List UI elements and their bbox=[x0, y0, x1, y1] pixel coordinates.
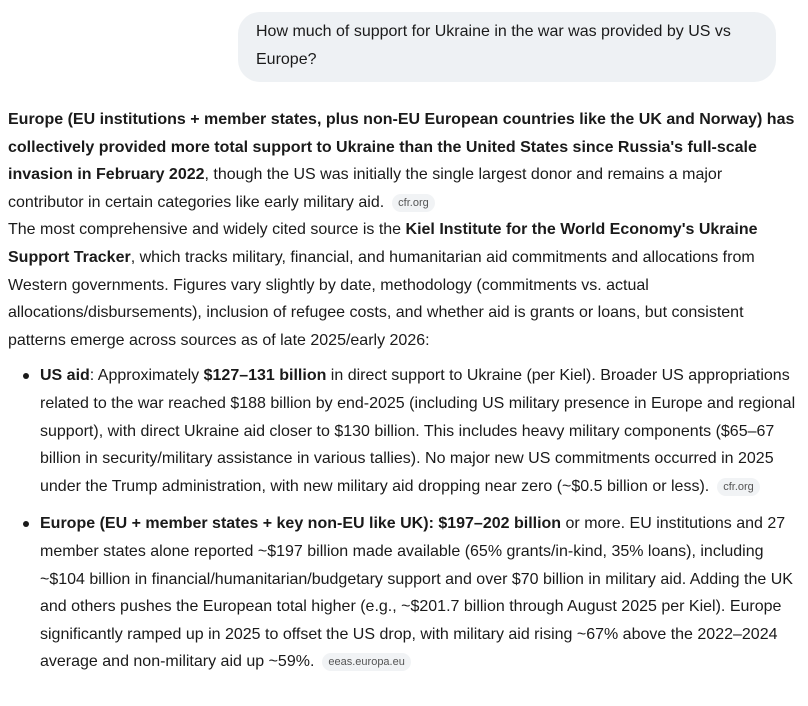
bullet-us-sep: : Approximately bbox=[89, 367, 204, 385]
user-message-bubble bbox=[238, 12, 776, 82]
bullet-europe-label: Europe (EU + member states + key non-EU like UK): $197–202 billion bbox=[40, 515, 562, 533]
source-chip-cfr[interactable]: cfr.org bbox=[392, 194, 435, 212]
answer-p2-text: , which tracks military, financial, and humanitarian aid commitments and allocations from Western governments. Figures vary slightly by date, methodology (commitments vs. actual allocations/disbursements), inclusion of refugee costs, and whether aid is grants or loans, but consistent patterns emerge across sources as of late 2025/early 2026: bbox=[8, 248, 755, 349]
bullet-us-text: in direct support to Ukraine (per Kiel). Broader US appropriations related to the war reached $188 billion by end-2025 (including US military presence in Europe and regional support), with direct Ukraine aid closer to $130 billion. This includes heavy military components ($65–67 billion in security/military assistance in various tallies). No major new US commitments occurred in 2025 under the Trump administration, with new military aid dropping near zero (~$0.5 billion or less). bbox=[40, 367, 796, 495]
answer-paragraph-2 bbox=[8, 216, 798, 354]
answer-bullet-list bbox=[8, 362, 798, 676]
bullet-europe-aid bbox=[8, 510, 798, 676]
bullet-dot bbox=[23, 373, 29, 379]
answer-p2-bold: Kiel Institute for the World Economy's Ukraine Support Tracker bbox=[8, 221, 758, 266]
answer-paragraph-1 bbox=[8, 106, 798, 216]
answer-p2-start: The most comprehensive and widely cited source is the bbox=[8, 221, 406, 239]
source-chip-eeas[interactable]: eeas.europa.eu bbox=[322, 653, 410, 671]
bullet-us-label: US aid bbox=[40, 367, 90, 385]
bullet-us-amount: $127–131 billion bbox=[203, 367, 327, 385]
user-message-text: How much of support for Ukraine in the war was provided by US vs Europe? bbox=[256, 23, 731, 68]
bullet-europe-text: or more. EU institutions and 27 member states alone reported ~$197 billion made available (65% grants/in-kind, 35% loans), including ~$104 billion in financial/humanitarian/budgetary support and over $70 billion in military aid. Adding the UK and others pushes the European total higher (e.g., ~$201.7 billion through August 2025 per Kiel). Europe significantly ramped up in 2025 to offset the US drop, with military aid rising ~67% above the 2022–2024 average and non-military aid up ~59%. bbox=[40, 515, 793, 671]
answer-p1-text: , though the US was initially the single largest donor and remains a major contributor in certain categories like early military aid. bbox=[8, 166, 723, 211]
source-chip-cfr-2[interactable]: cfr.org bbox=[717, 478, 760, 496]
assistant-answer bbox=[8, 106, 798, 686]
bullet-dot bbox=[23, 521, 29, 527]
bullet-us-aid bbox=[8, 362, 798, 500]
answer-p1-bold: Europe (EU institutions + member states, plus non-EU European countries like the UK and Norway) has collectively provided more total support to Ukraine than the United States since Russia's full-scale invasion in February 2022 bbox=[8, 111, 795, 184]
